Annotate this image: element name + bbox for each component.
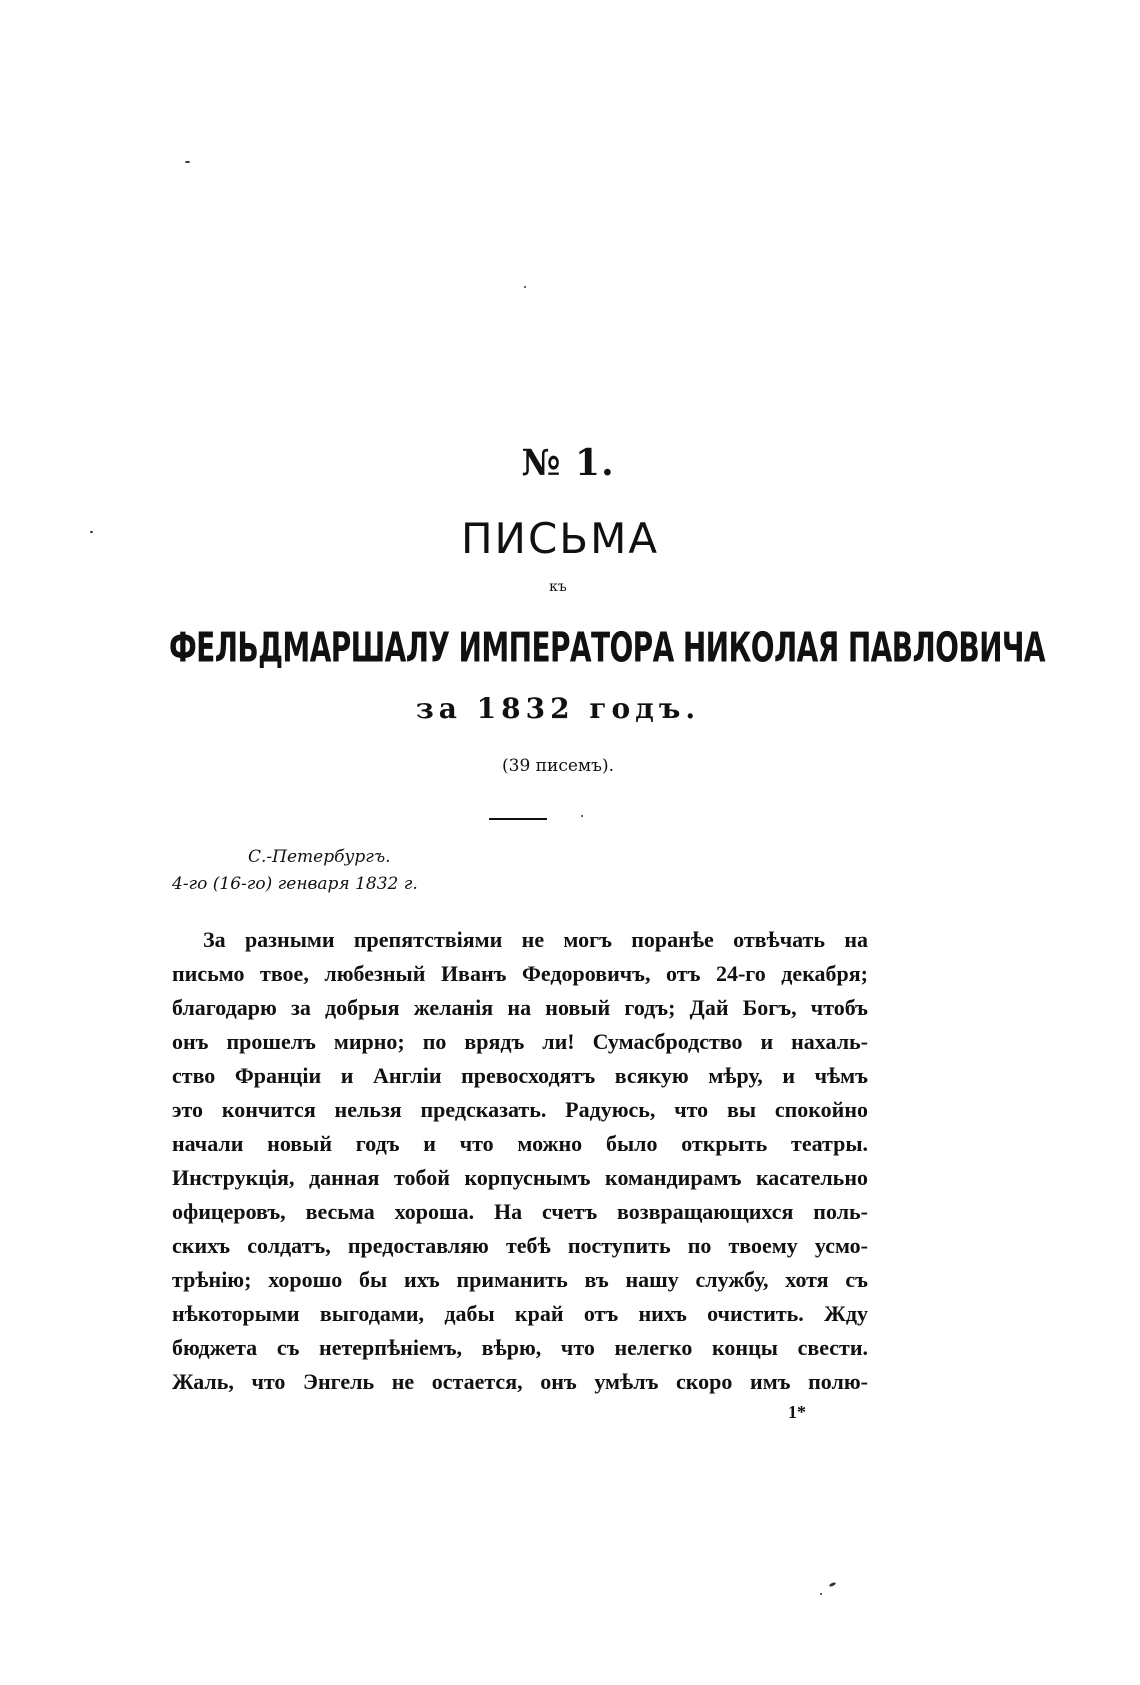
letter-line: это кончится нельзя предсказать. Радуюсь, что вы спокойно [172,1097,868,1122]
letter-line: бюджета съ нетерпѣніемъ, вѣрю, что нелегко концы свести. [172,1335,868,1360]
scan-speck [581,815,583,817]
letter-line: письмо твое, любезный Иванъ Федоровичъ, отъ 24-го декабря; [172,961,868,986]
document-title: ПИСЬМА [460,514,660,563]
letter-line: офицеровъ, весьма хороша. На счетъ возвращающихся поль- [172,1199,868,1224]
scan-speck [829,1582,837,1588]
section-divider [489,818,547,820]
scan-speck [185,161,190,163]
letter-count: (39 писемъ). [502,756,614,776]
letter-line: За разными препятствіями не могъ поранѣе отвѣчать на [203,927,868,952]
letter-line: онъ прошелъ мирно; по врядъ ли! Сумасбродство и нахаль- [172,1029,868,1054]
letter-line: Инструкція, данная тобой корпуснымъ командирамъ касательно [172,1165,868,1190]
dateline-date: 4-го (16-го) генваря 1832 г. [172,874,418,894]
dateline-place: С.-Петербургъ. [248,847,391,867]
scan-speck [820,1593,822,1595]
letter-line: ство Франціи и Англіи превосходятъ всякую мѣру, и чѣмъ [172,1063,868,1088]
letter-line: нѣкоторыми выгодами, дабы край отъ нихъ очистить. Жду [172,1301,868,1326]
year-heading: за 1832 годъ. [415,692,701,725]
letter-line: Жаль, что Энгель не остается, онъ умѣлъ скоро имъ полю- [172,1369,868,1394]
title-preposition: къ [549,579,567,595]
letter-body [172,923,868,1399]
letter-line: начали новый годъ и что можно было открыть театры. [172,1131,868,1156]
letter-line: трѣнію; хорошо бы ихъ приманить въ нашу службу, хотя съ [172,1267,868,1292]
signature-mark: 1* [788,1402,806,1422]
document-number: № 1. [521,442,615,484]
scan-speck [90,531,93,533]
scan-speck [524,286,526,288]
recipient-heading: ФЕЛЬДМАРШАЛУ ИМПЕРАТОРА НИКОЛАЯ ПАВЛОВИЧА [169,624,1045,672]
letter-line: благодарю за добрыя желанія на новый годъ; Дай Богъ, чтобъ [172,995,868,1020]
letter-line: скихъ солдатъ, предоставляю тебѣ поступить по твоему усмо- [172,1233,868,1258]
